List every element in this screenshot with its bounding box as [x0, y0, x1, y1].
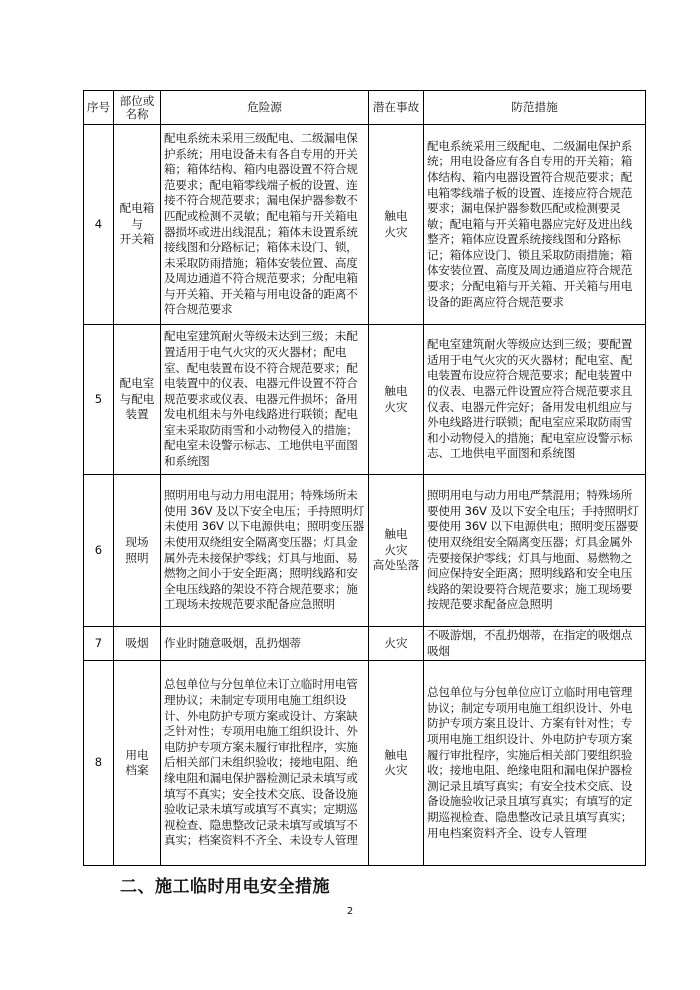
row-measures: 不吸游烟，不乱扔烟蒂，在指定的吸烟点吸烟: [424, 627, 646, 661]
row-accident: [369, 475, 424, 627]
accident-line: 触电: [384, 747, 408, 762]
row-measures: 配电系统采用三级配电、二级漏电保护系统；用电设备应有各自专用的开关箱；箱体结构、箱内电器设置符合规范要求；配电箱零线端子板的设置、连接应符合规范要求；漏电保护器参数匹配或检测要灵敏；配电箱与开关箱电器应完好及进出线整齐；箱体应设置系统接线图和分路标记；箱体应设门、锁且采取防雨措施；箱体安装位置、高度及周边通道应符合规范要求；分配电箱与开关箱、开关箱与用电设备的距离应符合规范要求: [424, 125, 646, 325]
location-line: 吸烟: [125, 635, 149, 650]
location-line: 配电室: [119, 376, 155, 391]
table-header-row: [84, 91, 646, 125]
header-accident: 潜在事故: [369, 91, 424, 125]
row-no: 4: [84, 125, 114, 325]
row-hazard: 照明用电与动力用电混用；特殊场所未使用 36V 及以下安全电压；手持照明灯未使用 36V 以下电源供电；照明变压器未使用双绕组安全隔离变压器；灯具金属外壳未接保护零线；灯具与地面、易燃物之间小于安全距离；照明线路和安全电压线路的架设不符合规范要求；施工现场未按规范要求配备应急照明: [161, 475, 369, 627]
row-no: 7: [84, 627, 114, 661]
location-line: 与配电: [119, 391, 155, 406]
hazard-table: [83, 90, 646, 866]
location-line: 档案: [125, 763, 149, 778]
table-row: [84, 661, 646, 866]
location-line: 现场: [125, 534, 149, 549]
row-location: [114, 661, 161, 866]
location-line: 用电: [125, 747, 149, 762]
header-measures: 防范措施: [424, 91, 646, 125]
table-row: [84, 125, 646, 325]
accident-line: 火灾: [384, 542, 408, 557]
location-line: 配电箱: [119, 201, 155, 216]
row-accident: [369, 125, 424, 325]
accident-line: 触电: [384, 208, 408, 223]
row-location: [114, 125, 161, 325]
row-accident: [369, 661, 424, 866]
row-no: 6: [84, 475, 114, 627]
accident-line: 火灾: [384, 399, 408, 414]
header-location: [114, 91, 161, 125]
row-location: [114, 627, 161, 661]
table-row: [84, 325, 646, 475]
header-location-line: 名称: [125, 106, 149, 121]
accident-line: 高处坠落: [372, 558, 420, 573]
accident-line: 火灾: [384, 635, 408, 650]
row-hazard: 作业时随意吸烟，乱扔烟蒂: [161, 627, 369, 661]
row-location: [114, 325, 161, 475]
row-hazard: 配电系统未采用三级配电、二级漏电保护系统；用电设备未有各自专用的开关箱；箱体结构、箱内电器设置不符合规范要求；配电箱零线端子板的设置、连接不符合规范要求；漏电保护器参数不匹配或检测不灵敏；配电箱与开关箱电器损坏或进出线混乱；箱体未设置系统接线图和分路标记；箱体未设门、锁，未采取防雨措施；箱体安装位置、高度及周边通道不符合规范要求；分配电箱与开关箱、开关箱与用电设备的距离不符合规范要求: [161, 125, 369, 325]
section-heading: 二、施工临时用电安全措施: [120, 877, 330, 897]
accident-line: 触电: [384, 527, 408, 542]
row-location: [114, 475, 161, 627]
row-no: 8: [84, 661, 114, 866]
row-measures: 照明用电与动力用电严禁混用；特殊场所要使用 36V 及以下安全电压；手持照明灯要使用 36V 以下电源供电；照明变压器要使用双绕组安全隔离变压器；灯具金属外壳要接保护零线；灯具与地面、易燃物之间应保持安全距离；照明线路和安全电压线路的架设要符合规范要求；施工现场要按规范要求配备应急照明: [424, 475, 646, 627]
row-hazard: 总包单位与分包单位未订立临时用电管理协议；未制定专项用电施工组织设计、外电防护专项方案或设计、方案缺乏针对性；专项用电施工组织设计、外电防护专项方案未履行审批程序，实施后相关部门未组织验收；接地电阻、绝缘电阻和漏电保护器检测记录未填写或填写不真实；安全技术交底、设备设施验收记录未填写或填写不真实；定期巡视检查、隐患整改记录未填写或填写不真实；档案资料不齐全、未设专人管理: [161, 661, 369, 866]
accident-line: 火灾: [384, 763, 408, 778]
header-no: 序号: [84, 91, 114, 125]
location-line: 与: [131, 216, 143, 231]
table-row: [84, 627, 646, 661]
row-measures: 总包单位与分包单位应订立临时用电管理协议；制定专项用电施工组织设计、外电防护专项方案且设计、方案有针对性；专项用电施工组织设计、外电防护专项方案履行审批程序，实施后相关部门要组织验收；接地电阻、绝缘电阻和漏电保护器检测记录且填写真实；有安全技术交底、设备设施验收记录且填写真实；有填写的定期巡视检查、隐患整改记录且填写真实；用电档案资料齐全、设专人管理: [424, 661, 646, 866]
accident-line: 触电: [384, 383, 408, 398]
location-line: 开关箱: [119, 232, 155, 247]
row-no: 5: [84, 325, 114, 475]
accident-line: 火灾: [384, 224, 408, 239]
header-hazard: 危险源: [161, 91, 369, 125]
table-row: [84, 475, 646, 627]
location-line: 照明: [125, 550, 149, 565]
row-measures: 配电室建筑耐火等级应达到三级；要配置适用于电气火灾的灭火器材；配电室、配电装置布设应符合规范要求；配电装置中的仪表、电器元件设置应符合规范要求且仪表、电器元件完好；备用发电机组应与外电线路进行联锁；配电室应采取防雨雪和小动物侵入的措施；配电室应设警示标志、工地供电平面图和系统图: [424, 325, 646, 475]
row-hazard: 配电室建筑耐火等级未达到三级；未配置适用于电气火灾的灭火器材；配电室、配电装置布设不符合规范要求；配电装置中的仪表、电器元件设置不符合规范要求或仪表、电器元件损坏；备用发电机组未与外电线路进行联锁；配电室未采取防雨雪和小动物侵入的措施；配电室未设警示标志、工地供电平面图和系统图: [161, 325, 369, 475]
location-line: 装置: [125, 407, 149, 422]
row-accident: [369, 627, 424, 661]
header-location-line: 部位或: [119, 93, 155, 108]
page-number: 2: [346, 906, 354, 917]
row-accident: [369, 325, 424, 475]
